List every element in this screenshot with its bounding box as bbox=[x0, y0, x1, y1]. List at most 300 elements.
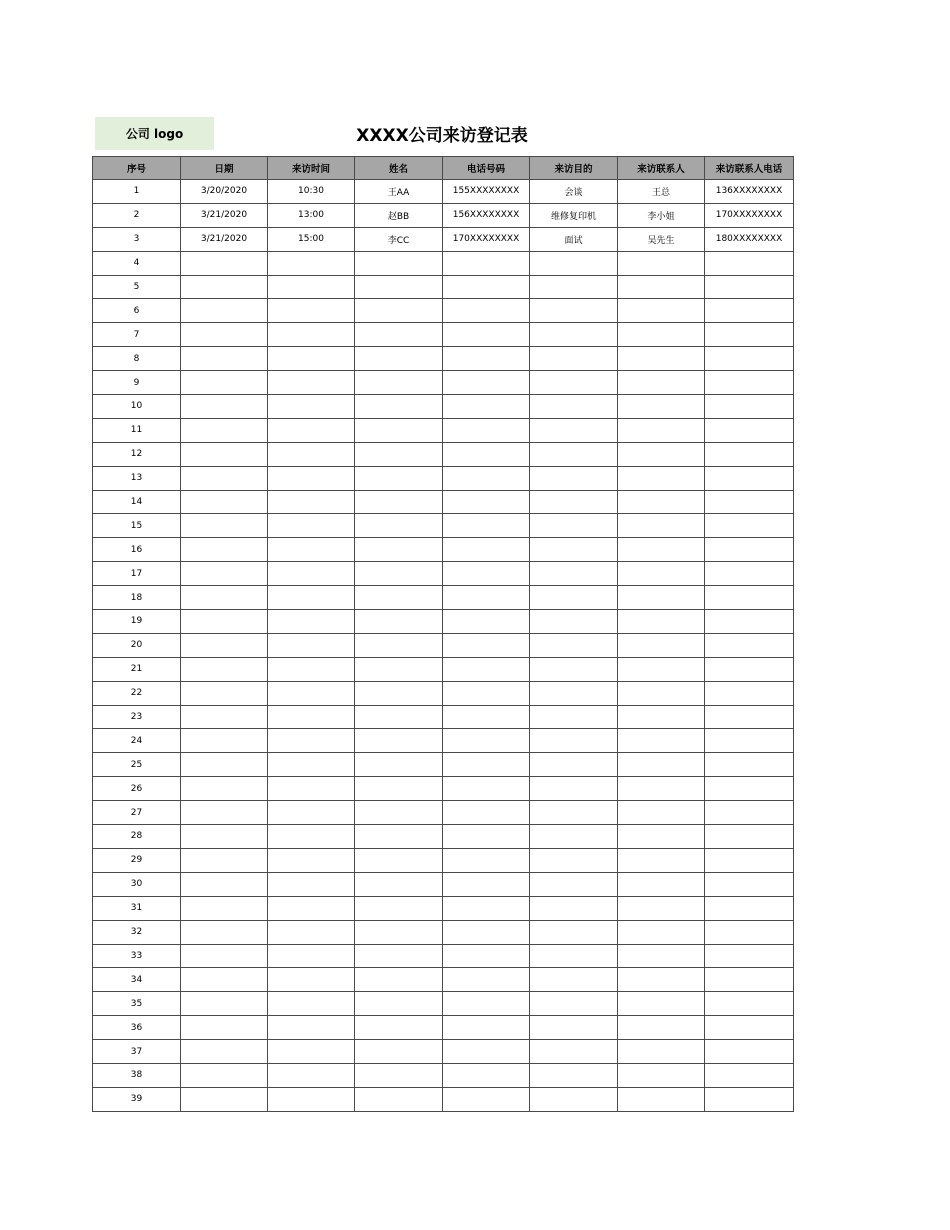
serial-cell[interactable]: 3 bbox=[93, 227, 181, 251]
contact-phone-cell[interactable] bbox=[705, 562, 794, 586]
phone-cell[interactable] bbox=[443, 896, 530, 920]
name-cell[interactable] bbox=[355, 275, 443, 299]
visit-time-cell[interactable] bbox=[268, 992, 355, 1016]
date-cell[interactable] bbox=[181, 514, 268, 538]
date-cell[interactable] bbox=[181, 586, 268, 610]
purpose-cell[interactable] bbox=[530, 466, 618, 490]
visit-time-cell[interactable]: 13:00 bbox=[268, 203, 355, 227]
phone-cell[interactable] bbox=[443, 705, 530, 729]
contact-phone-cell[interactable] bbox=[705, 801, 794, 825]
serial-cell[interactable]: 31 bbox=[93, 896, 181, 920]
visit-time-cell[interactable] bbox=[268, 299, 355, 323]
contact-cell[interactable] bbox=[618, 347, 705, 371]
contact-phone-cell[interactable]: 136XXXXXXXX bbox=[705, 180, 794, 204]
name-cell[interactable] bbox=[355, 633, 443, 657]
purpose-cell[interactable] bbox=[530, 801, 618, 825]
phone-cell[interactable] bbox=[443, 753, 530, 777]
purpose-cell[interactable] bbox=[530, 323, 618, 347]
name-cell[interactable] bbox=[355, 872, 443, 896]
serial-cell[interactable]: 22 bbox=[93, 681, 181, 705]
visit-time-cell[interactable] bbox=[268, 896, 355, 920]
purpose-cell[interactable] bbox=[530, 681, 618, 705]
name-cell[interactable] bbox=[355, 490, 443, 514]
phone-cell[interactable]: 170XXXXXXXX bbox=[443, 227, 530, 251]
phone-cell[interactable]: 156XXXXXXXX bbox=[443, 203, 530, 227]
visit-time-cell[interactable] bbox=[268, 1063, 355, 1087]
serial-cell[interactable]: 14 bbox=[93, 490, 181, 514]
contact-cell[interactable] bbox=[618, 681, 705, 705]
purpose-cell[interactable] bbox=[530, 442, 618, 466]
date-cell[interactable] bbox=[181, 992, 268, 1016]
visit-time-cell[interactable] bbox=[268, 848, 355, 872]
date-cell[interactable] bbox=[181, 323, 268, 347]
contact-phone-cell[interactable] bbox=[705, 633, 794, 657]
contact-phone-cell[interactable] bbox=[705, 729, 794, 753]
phone-cell[interactable] bbox=[443, 825, 530, 849]
purpose-cell[interactable] bbox=[530, 968, 618, 992]
contact-phone-cell[interactable] bbox=[705, 1087, 794, 1111]
visit-time-cell[interactable] bbox=[268, 371, 355, 395]
purpose-cell[interactable] bbox=[530, 418, 618, 442]
visit-time-cell[interactable] bbox=[268, 1040, 355, 1064]
name-cell[interactable] bbox=[355, 920, 443, 944]
contact-cell[interactable] bbox=[618, 610, 705, 634]
visit-time-cell[interactable] bbox=[268, 872, 355, 896]
contact-phone-cell[interactable] bbox=[705, 705, 794, 729]
visit-time-cell[interactable] bbox=[268, 777, 355, 801]
serial-cell[interactable]: 37 bbox=[93, 1040, 181, 1064]
visit-time-cell[interactable] bbox=[268, 610, 355, 634]
contact-phone-cell[interactable] bbox=[705, 490, 794, 514]
name-cell[interactable] bbox=[355, 1063, 443, 1087]
phone-cell[interactable]: 155XXXXXXXX bbox=[443, 180, 530, 204]
contact-cell[interactable] bbox=[618, 395, 705, 419]
contact-phone-cell[interactable] bbox=[705, 395, 794, 419]
name-cell[interactable]: 李CC bbox=[355, 227, 443, 251]
name-cell[interactable] bbox=[355, 753, 443, 777]
contact-phone-cell[interactable] bbox=[705, 1016, 794, 1040]
date-cell[interactable] bbox=[181, 538, 268, 562]
contact-phone-cell[interactable] bbox=[705, 657, 794, 681]
contact-cell[interactable] bbox=[618, 825, 705, 849]
serial-cell[interactable]: 26 bbox=[93, 777, 181, 801]
contact-cell[interactable] bbox=[618, 753, 705, 777]
serial-cell[interactable]: 8 bbox=[93, 347, 181, 371]
contact-cell[interactable] bbox=[618, 705, 705, 729]
name-cell[interactable] bbox=[355, 395, 443, 419]
serial-cell[interactable]: 36 bbox=[93, 1016, 181, 1040]
phone-cell[interactable] bbox=[443, 562, 530, 586]
serial-cell[interactable]: 1 bbox=[93, 180, 181, 204]
contact-cell[interactable] bbox=[618, 418, 705, 442]
name-cell[interactable]: 赵BB bbox=[355, 203, 443, 227]
visit-time-cell[interactable] bbox=[268, 633, 355, 657]
date-cell[interactable] bbox=[181, 920, 268, 944]
contact-cell[interactable] bbox=[618, 872, 705, 896]
name-cell[interactable] bbox=[355, 610, 443, 634]
purpose-cell[interactable] bbox=[530, 729, 618, 753]
name-cell[interactable] bbox=[355, 657, 443, 681]
date-cell[interactable] bbox=[181, 848, 268, 872]
serial-cell[interactable]: 23 bbox=[93, 705, 181, 729]
visit-time-cell[interactable] bbox=[268, 562, 355, 586]
purpose-cell[interactable] bbox=[530, 848, 618, 872]
date-cell[interactable] bbox=[181, 753, 268, 777]
contact-phone-cell[interactable] bbox=[705, 466, 794, 490]
phone-cell[interactable] bbox=[443, 538, 530, 562]
phone-cell[interactable] bbox=[443, 395, 530, 419]
serial-cell[interactable]: 24 bbox=[93, 729, 181, 753]
purpose-cell[interactable] bbox=[530, 610, 618, 634]
date-cell[interactable] bbox=[181, 896, 268, 920]
contact-cell[interactable] bbox=[618, 777, 705, 801]
name-cell[interactable] bbox=[355, 896, 443, 920]
phone-cell[interactable] bbox=[443, 610, 530, 634]
date-cell[interactable]: 3/21/2020 bbox=[181, 227, 268, 251]
contact-cell[interactable]: 王总 bbox=[618, 180, 705, 204]
visit-time-cell[interactable]: 10:30 bbox=[268, 180, 355, 204]
visit-time-cell[interactable] bbox=[268, 395, 355, 419]
contact-phone-cell[interactable] bbox=[705, 1063, 794, 1087]
purpose-cell[interactable] bbox=[530, 753, 618, 777]
visit-time-cell[interactable] bbox=[268, 944, 355, 968]
phone-cell[interactable] bbox=[443, 681, 530, 705]
purpose-cell[interactable] bbox=[530, 920, 618, 944]
purpose-cell[interactable] bbox=[530, 562, 618, 586]
contact-phone-cell[interactable] bbox=[705, 1040, 794, 1064]
phone-cell[interactable] bbox=[443, 347, 530, 371]
date-cell[interactable] bbox=[181, 705, 268, 729]
serial-cell[interactable]: 13 bbox=[93, 466, 181, 490]
name-cell[interactable] bbox=[355, 729, 443, 753]
date-cell[interactable] bbox=[181, 395, 268, 419]
contact-phone-cell[interactable] bbox=[705, 323, 794, 347]
visit-time-cell[interactable] bbox=[268, 801, 355, 825]
contact-phone-cell[interactable] bbox=[705, 514, 794, 538]
contact-cell[interactable] bbox=[618, 275, 705, 299]
purpose-cell[interactable] bbox=[530, 1087, 618, 1111]
phone-cell[interactable] bbox=[443, 633, 530, 657]
contact-cell[interactable] bbox=[618, 1087, 705, 1111]
phone-cell[interactable] bbox=[443, 323, 530, 347]
name-cell[interactable] bbox=[355, 705, 443, 729]
purpose-cell[interactable] bbox=[530, 777, 618, 801]
phone-cell[interactable] bbox=[443, 514, 530, 538]
purpose-cell[interactable] bbox=[530, 490, 618, 514]
phone-cell[interactable] bbox=[443, 920, 530, 944]
date-cell[interactable] bbox=[181, 729, 268, 753]
purpose-cell[interactable] bbox=[530, 1063, 618, 1087]
purpose-cell[interactable] bbox=[530, 633, 618, 657]
contact-phone-cell[interactable] bbox=[705, 418, 794, 442]
name-cell[interactable] bbox=[355, 1040, 443, 1064]
phone-cell[interactable] bbox=[443, 968, 530, 992]
contact-phone-cell[interactable] bbox=[705, 299, 794, 323]
name-cell[interactable] bbox=[355, 777, 443, 801]
date-cell[interactable] bbox=[181, 347, 268, 371]
contact-phone-cell[interactable] bbox=[705, 872, 794, 896]
contact-phone-cell[interactable] bbox=[705, 275, 794, 299]
visit-time-cell[interactable] bbox=[268, 968, 355, 992]
name-cell[interactable] bbox=[355, 825, 443, 849]
name-cell[interactable] bbox=[355, 801, 443, 825]
date-cell[interactable] bbox=[181, 275, 268, 299]
name-cell[interactable] bbox=[355, 347, 443, 371]
name-cell[interactable] bbox=[355, 1016, 443, 1040]
visit-time-cell[interactable] bbox=[268, 490, 355, 514]
serial-cell[interactable]: 21 bbox=[93, 657, 181, 681]
visit-time-cell[interactable] bbox=[268, 1016, 355, 1040]
date-cell[interactable] bbox=[181, 371, 268, 395]
phone-cell[interactable] bbox=[443, 466, 530, 490]
contact-cell[interactable] bbox=[618, 251, 705, 275]
contact-phone-cell[interactable] bbox=[705, 944, 794, 968]
purpose-cell[interactable] bbox=[530, 1040, 618, 1064]
name-cell[interactable] bbox=[355, 299, 443, 323]
phone-cell[interactable] bbox=[443, 299, 530, 323]
serial-cell[interactable]: 28 bbox=[93, 825, 181, 849]
contact-phone-cell[interactable] bbox=[705, 920, 794, 944]
contact-phone-cell[interactable] bbox=[705, 681, 794, 705]
contact-cell[interactable] bbox=[618, 848, 705, 872]
purpose-cell[interactable] bbox=[530, 347, 618, 371]
visit-time-cell[interactable] bbox=[268, 323, 355, 347]
purpose-cell[interactable] bbox=[530, 992, 618, 1016]
contact-cell[interactable] bbox=[618, 562, 705, 586]
purpose-cell[interactable] bbox=[530, 395, 618, 419]
name-cell[interactable] bbox=[355, 466, 443, 490]
phone-cell[interactable] bbox=[443, 1087, 530, 1111]
name-cell[interactable] bbox=[355, 251, 443, 275]
contact-phone-cell[interactable] bbox=[705, 968, 794, 992]
contact-cell[interactable] bbox=[618, 1040, 705, 1064]
contact-cell[interactable] bbox=[618, 538, 705, 562]
serial-cell[interactable]: 33 bbox=[93, 944, 181, 968]
name-cell[interactable] bbox=[355, 1087, 443, 1111]
purpose-cell[interactable] bbox=[530, 275, 618, 299]
contact-phone-cell[interactable] bbox=[705, 371, 794, 395]
contact-phone-cell[interactable]: 170XXXXXXXX bbox=[705, 203, 794, 227]
serial-cell[interactable]: 12 bbox=[93, 442, 181, 466]
purpose-cell[interactable] bbox=[530, 944, 618, 968]
date-cell[interactable] bbox=[181, 633, 268, 657]
name-cell[interactable] bbox=[355, 562, 443, 586]
date-cell[interactable]: 3/20/2020 bbox=[181, 180, 268, 204]
serial-cell[interactable]: 39 bbox=[93, 1087, 181, 1111]
serial-cell[interactable]: 25 bbox=[93, 753, 181, 777]
date-cell[interactable] bbox=[181, 562, 268, 586]
contact-phone-cell[interactable] bbox=[705, 777, 794, 801]
phone-cell[interactable] bbox=[443, 801, 530, 825]
phone-cell[interactable] bbox=[443, 251, 530, 275]
date-cell[interactable] bbox=[181, 299, 268, 323]
contact-cell[interactable] bbox=[618, 633, 705, 657]
visit-time-cell[interactable] bbox=[268, 466, 355, 490]
serial-cell[interactable]: 11 bbox=[93, 418, 181, 442]
date-cell[interactable] bbox=[181, 872, 268, 896]
purpose-cell[interactable]: 面试 bbox=[530, 227, 618, 251]
contact-cell[interactable] bbox=[618, 466, 705, 490]
visit-time-cell[interactable] bbox=[268, 538, 355, 562]
date-cell[interactable] bbox=[181, 610, 268, 634]
visit-time-cell[interactable] bbox=[268, 347, 355, 371]
contact-phone-cell[interactable] bbox=[705, 848, 794, 872]
purpose-cell[interactable] bbox=[530, 371, 618, 395]
name-cell[interactable] bbox=[355, 848, 443, 872]
phone-cell[interactable] bbox=[443, 944, 530, 968]
date-cell[interactable] bbox=[181, 1016, 268, 1040]
contact-cell[interactable] bbox=[618, 657, 705, 681]
name-cell[interactable] bbox=[355, 514, 443, 538]
contact-cell[interactable] bbox=[618, 920, 705, 944]
contact-phone-cell[interactable] bbox=[705, 896, 794, 920]
phone-cell[interactable] bbox=[443, 418, 530, 442]
contact-cell[interactable] bbox=[618, 490, 705, 514]
serial-cell[interactable]: 7 bbox=[93, 323, 181, 347]
phone-cell[interactable] bbox=[443, 490, 530, 514]
contact-cell[interactable] bbox=[618, 586, 705, 610]
purpose-cell[interactable]: 会谈 bbox=[530, 180, 618, 204]
serial-cell[interactable]: 2 bbox=[93, 203, 181, 227]
contact-cell[interactable]: 吴先生 bbox=[618, 227, 705, 251]
phone-cell[interactable] bbox=[443, 777, 530, 801]
contact-phone-cell[interactable] bbox=[705, 442, 794, 466]
phone-cell[interactable] bbox=[443, 586, 530, 610]
purpose-cell[interactable] bbox=[530, 1016, 618, 1040]
purpose-cell[interactable] bbox=[530, 872, 618, 896]
contact-cell[interactable] bbox=[618, 1016, 705, 1040]
date-cell[interactable] bbox=[181, 944, 268, 968]
contact-phone-cell[interactable] bbox=[705, 992, 794, 1016]
purpose-cell[interactable] bbox=[530, 538, 618, 562]
visit-time-cell[interactable] bbox=[268, 729, 355, 753]
purpose-cell[interactable] bbox=[530, 514, 618, 538]
phone-cell[interactable] bbox=[443, 275, 530, 299]
serial-cell[interactable]: 10 bbox=[93, 395, 181, 419]
date-cell[interactable] bbox=[181, 418, 268, 442]
contact-phone-cell[interactable] bbox=[705, 538, 794, 562]
date-cell[interactable] bbox=[181, 657, 268, 681]
purpose-cell[interactable] bbox=[530, 705, 618, 729]
serial-cell[interactable]: 38 bbox=[93, 1063, 181, 1087]
date-cell[interactable] bbox=[181, 466, 268, 490]
contact-cell[interactable] bbox=[618, 1063, 705, 1087]
serial-cell[interactable]: 15 bbox=[93, 514, 181, 538]
phone-cell[interactable] bbox=[443, 992, 530, 1016]
purpose-cell[interactable] bbox=[530, 299, 618, 323]
date-cell[interactable] bbox=[181, 825, 268, 849]
name-cell[interactable] bbox=[355, 442, 443, 466]
name-cell[interactable] bbox=[355, 586, 443, 610]
serial-cell[interactable]: 20 bbox=[93, 633, 181, 657]
serial-cell[interactable]: 27 bbox=[93, 801, 181, 825]
contact-phone-cell[interactable] bbox=[705, 586, 794, 610]
date-cell[interactable] bbox=[181, 1087, 268, 1111]
contact-phone-cell[interactable] bbox=[705, 251, 794, 275]
serial-cell[interactable]: 4 bbox=[93, 251, 181, 275]
contact-cell[interactable] bbox=[618, 371, 705, 395]
date-cell[interactable] bbox=[181, 801, 268, 825]
name-cell[interactable] bbox=[355, 944, 443, 968]
contact-phone-cell[interactable] bbox=[705, 825, 794, 849]
name-cell[interactable] bbox=[355, 323, 443, 347]
contact-cell[interactable] bbox=[618, 299, 705, 323]
purpose-cell[interactable] bbox=[530, 657, 618, 681]
phone-cell[interactable] bbox=[443, 729, 530, 753]
date-cell[interactable] bbox=[181, 1063, 268, 1087]
date-cell[interactable]: 3/21/2020 bbox=[181, 203, 268, 227]
contact-phone-cell[interactable]: 180XXXXXXXX bbox=[705, 227, 794, 251]
contact-cell[interactable]: 李小姐 bbox=[618, 203, 705, 227]
name-cell[interactable]: 王AA bbox=[355, 180, 443, 204]
purpose-cell[interactable] bbox=[530, 896, 618, 920]
contact-cell[interactable] bbox=[618, 442, 705, 466]
date-cell[interactable] bbox=[181, 490, 268, 514]
visit-time-cell[interactable] bbox=[268, 681, 355, 705]
visit-time-cell[interactable] bbox=[268, 275, 355, 299]
purpose-cell[interactable] bbox=[530, 251, 618, 275]
date-cell[interactable] bbox=[181, 1040, 268, 1064]
contact-cell[interactable] bbox=[618, 968, 705, 992]
date-cell[interactable] bbox=[181, 251, 268, 275]
contact-cell[interactable] bbox=[618, 514, 705, 538]
date-cell[interactable] bbox=[181, 442, 268, 466]
phone-cell[interactable] bbox=[443, 371, 530, 395]
contact-cell[interactable] bbox=[618, 896, 705, 920]
name-cell[interactable] bbox=[355, 681, 443, 705]
phone-cell[interactable] bbox=[443, 657, 530, 681]
purpose-cell[interactable] bbox=[530, 825, 618, 849]
phone-cell[interactable] bbox=[443, 1063, 530, 1087]
serial-cell[interactable]: 34 bbox=[93, 968, 181, 992]
serial-cell[interactable]: 32 bbox=[93, 920, 181, 944]
serial-cell[interactable]: 9 bbox=[93, 371, 181, 395]
purpose-cell[interactable] bbox=[530, 586, 618, 610]
serial-cell[interactable]: 18 bbox=[93, 586, 181, 610]
contact-cell[interactable] bbox=[618, 801, 705, 825]
visit-time-cell[interactable] bbox=[268, 705, 355, 729]
name-cell[interactable] bbox=[355, 538, 443, 562]
purpose-cell[interactable]: 维修复印机 bbox=[530, 203, 618, 227]
date-cell[interactable] bbox=[181, 968, 268, 992]
serial-cell[interactable]: 5 bbox=[93, 275, 181, 299]
visit-time-cell[interactable] bbox=[268, 920, 355, 944]
visit-time-cell[interactable] bbox=[268, 825, 355, 849]
name-cell[interactable] bbox=[355, 968, 443, 992]
contact-cell[interactable] bbox=[618, 729, 705, 753]
phone-cell[interactable] bbox=[443, 442, 530, 466]
visit-time-cell[interactable] bbox=[268, 418, 355, 442]
serial-cell[interactable]: 17 bbox=[93, 562, 181, 586]
serial-cell[interactable]: 6 bbox=[93, 299, 181, 323]
serial-cell[interactable]: 19 bbox=[93, 610, 181, 634]
contact-phone-cell[interactable] bbox=[705, 610, 794, 634]
contact-phone-cell[interactable] bbox=[705, 753, 794, 777]
phone-cell[interactable] bbox=[443, 1016, 530, 1040]
visit-time-cell[interactable] bbox=[268, 1087, 355, 1111]
name-cell[interactable] bbox=[355, 371, 443, 395]
phone-cell[interactable] bbox=[443, 848, 530, 872]
phone-cell[interactable] bbox=[443, 872, 530, 896]
serial-cell[interactable]: 35 bbox=[93, 992, 181, 1016]
name-cell[interactable] bbox=[355, 992, 443, 1016]
contact-cell[interactable] bbox=[618, 944, 705, 968]
contact-cell[interactable] bbox=[618, 323, 705, 347]
visit-time-cell[interactable]: 15:00 bbox=[268, 227, 355, 251]
date-cell[interactable] bbox=[181, 681, 268, 705]
serial-cell[interactable]: 29 bbox=[93, 848, 181, 872]
visit-time-cell[interactable] bbox=[268, 753, 355, 777]
